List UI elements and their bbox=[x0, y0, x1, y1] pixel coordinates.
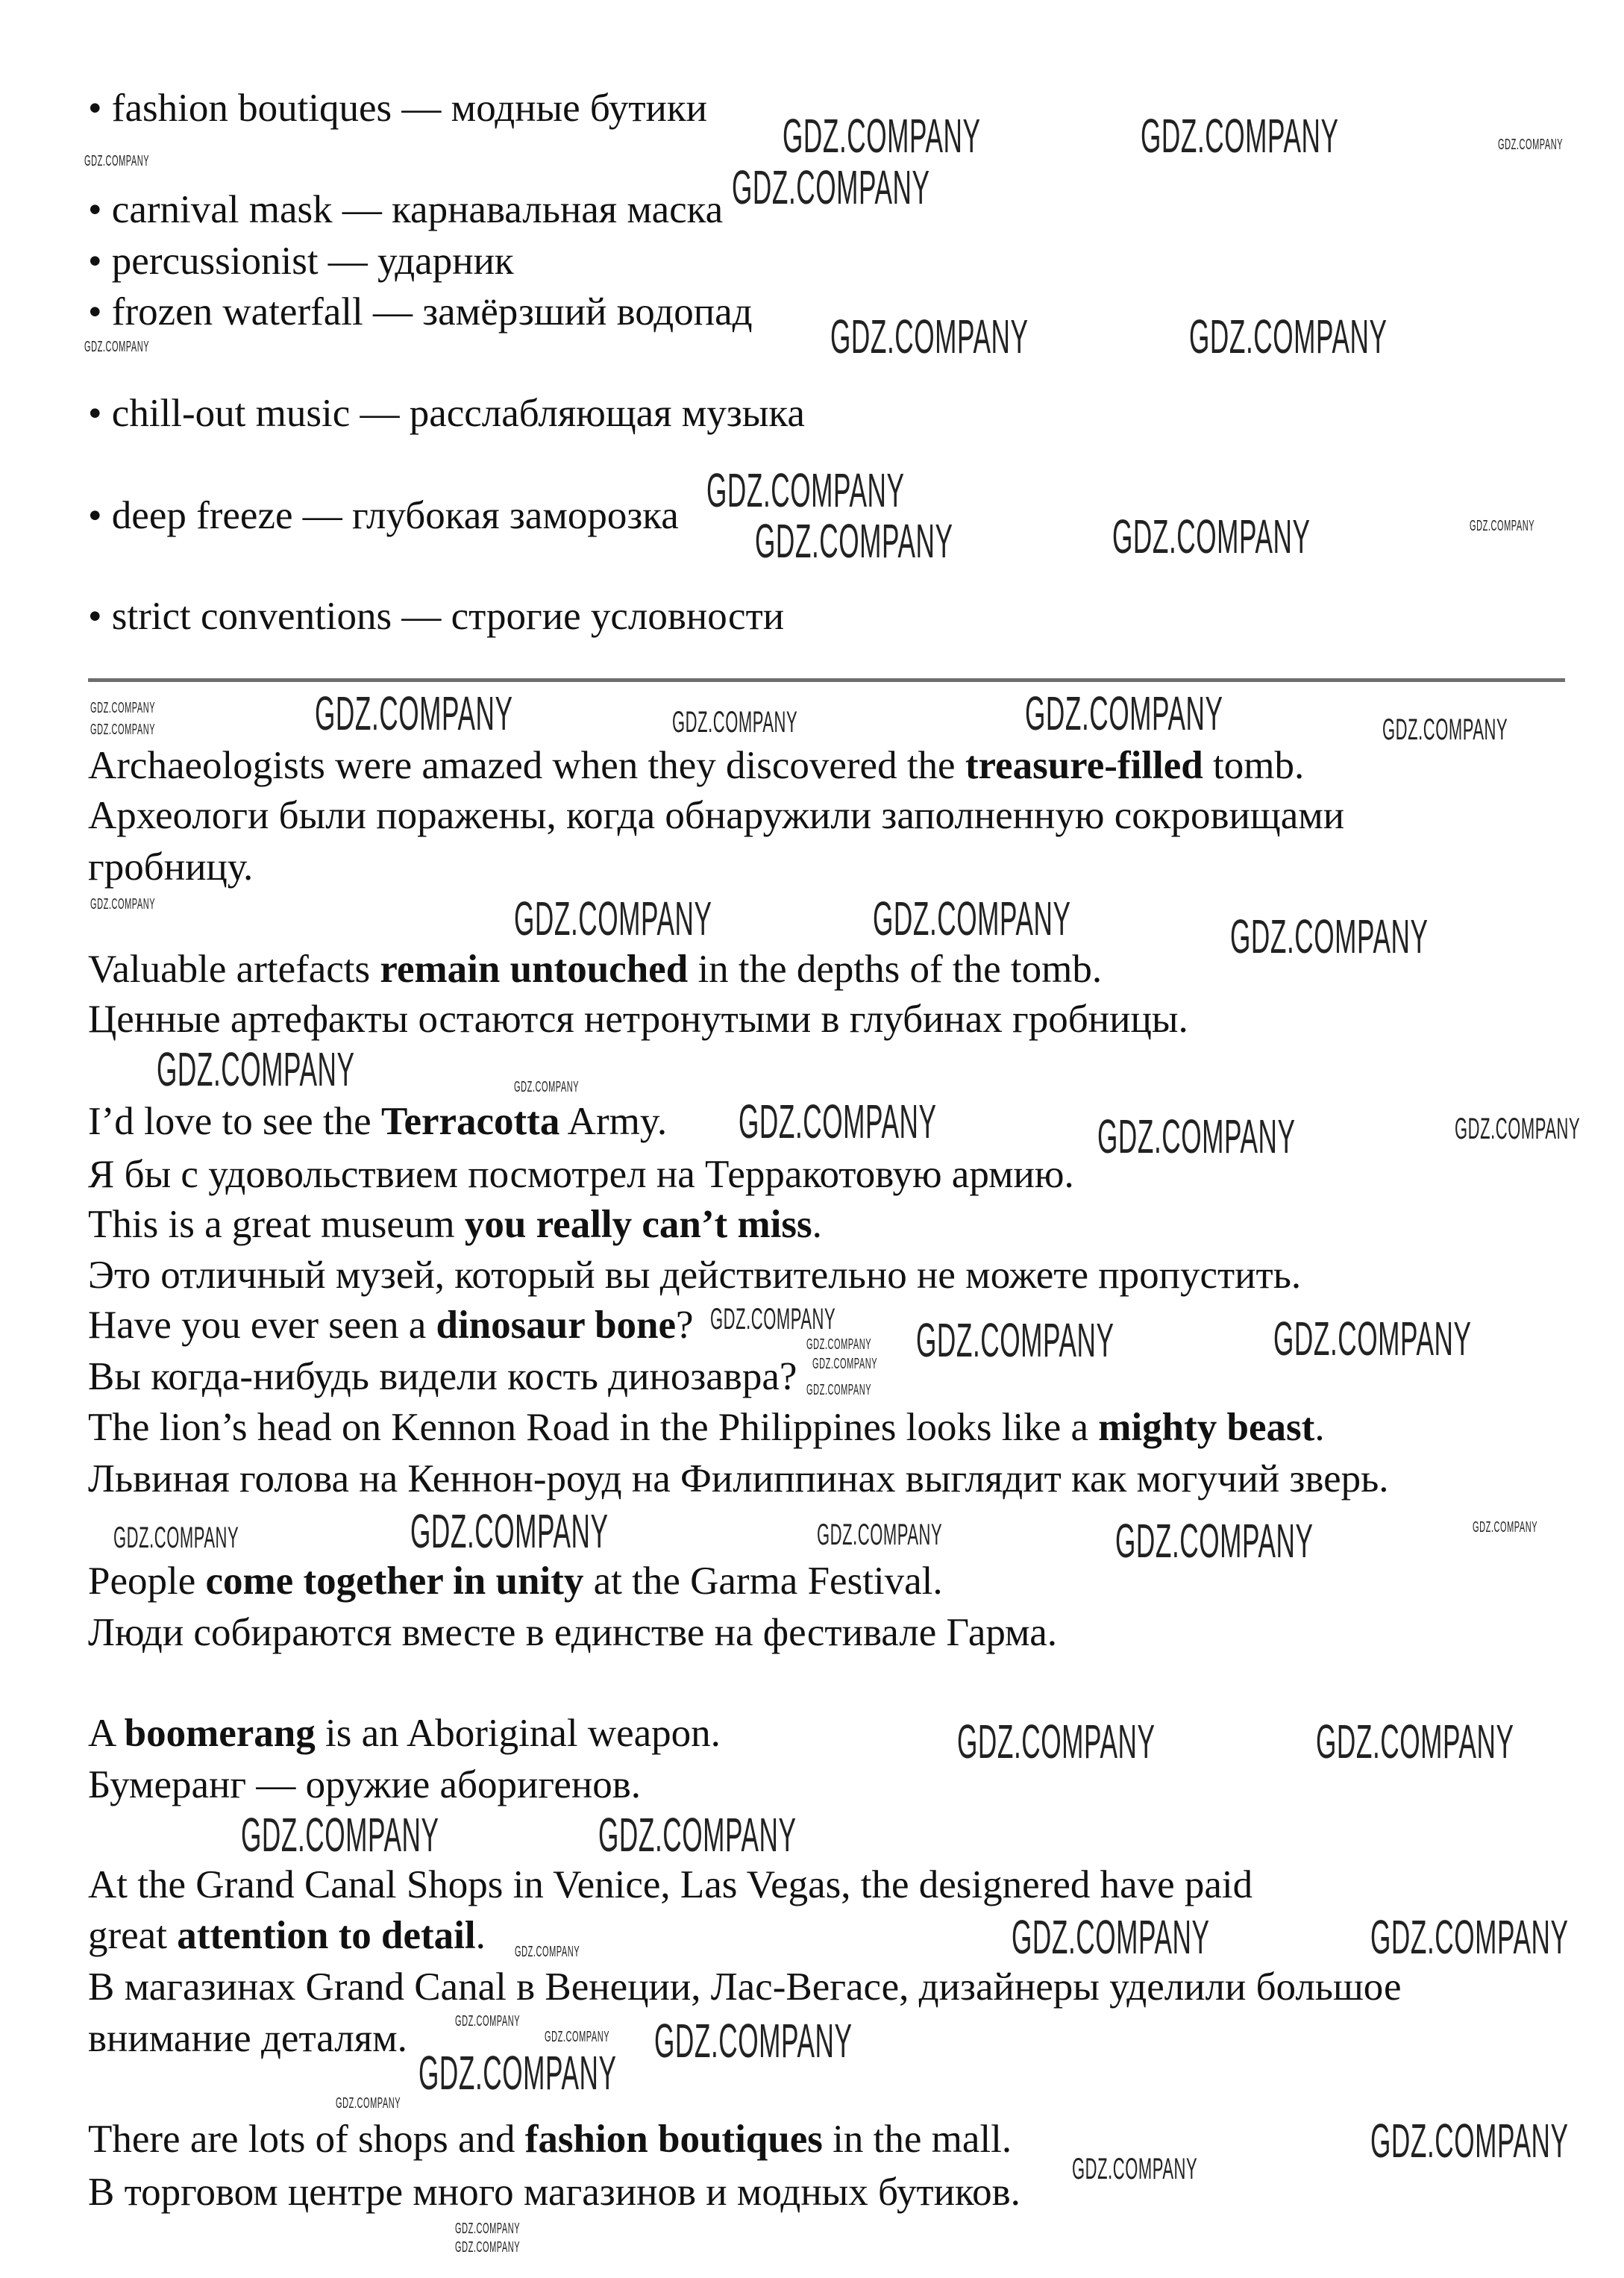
highlighted-phrase: attention to detail bbox=[177, 1913, 476, 1957]
watermark: GDZ.COMPANY bbox=[418, 2045, 617, 2100]
watermark: GDZ.COMPANY bbox=[654, 2013, 853, 2068]
watermark: GDZ.COMPANY bbox=[873, 892, 1071, 946]
watermark: GDZ.COMPANY bbox=[314, 686, 513, 741]
text-segment: Бумеранг — оружие аборигенов. bbox=[88, 1762, 642, 1806]
sentence-line bbox=[88, 1557, 943, 1605]
watermark: GDZ.COMPANY bbox=[806, 1336, 871, 1354]
watermark: GDZ.COMPANY bbox=[816, 1518, 943, 1552]
text-segment: at the Garma Festival. bbox=[583, 1559, 943, 1603]
sentence-line bbox=[88, 1098, 667, 1145]
text-segment: in the depths of the tomb. bbox=[688, 947, 1103, 991]
watermark: GDZ.COMPANY bbox=[710, 1303, 836, 1336]
watermark: GDZ.COMPANY bbox=[806, 1382, 871, 1398]
text-segment: ? bbox=[676, 1304, 694, 1348]
sentence-line bbox=[88, 2015, 407, 2062]
vocabulary-item: • chill-out music — расслабляющая музыка bbox=[88, 392, 805, 436]
watermark: GDZ.COMPANY bbox=[454, 2220, 520, 2237]
text-segment: great bbox=[88, 1913, 178, 1957]
sentence-line bbox=[88, 1761, 641, 1809]
sentence-line bbox=[88, 1861, 1253, 1909]
highlighted-phrase: you really can’t miss bbox=[464, 1203, 812, 1247]
text-segment: is an Aboriginal weapon. bbox=[315, 1711, 721, 1755]
watermark: GDZ.COMPANY bbox=[90, 700, 155, 717]
highlighted-phrase: dinosaur bone bbox=[436, 1304, 677, 1348]
text-segment: В магазинах Grand Canal в Венеции, Лас-Вегасе, дизайнеры уделили большое bbox=[88, 1965, 1402, 2009]
sentence-line bbox=[88, 1404, 1325, 1451]
watermark: GDZ.COMPANY bbox=[812, 1356, 878, 1373]
watermark: GDZ.COMPANY bbox=[1097, 1109, 1296, 1163]
highlighted-phrase: remain untouched bbox=[380, 947, 689, 991]
sentence-line bbox=[88, 945, 1102, 993]
text-segment: A bbox=[88, 1711, 125, 1755]
text-segment: This is a great museum bbox=[88, 1203, 465, 1247]
text-segment: Львиная голова на Кеннон-роуд на Филиппинах выглядит как могучий зверь. bbox=[88, 1456, 1389, 1501]
sentence-line bbox=[88, 1201, 822, 1248]
watermark: GDZ.COMPANY bbox=[335, 2095, 401, 2112]
watermark: GDZ.COMPANY bbox=[1112, 509, 1311, 563]
sentence-line bbox=[88, 2115, 1012, 2163]
highlighted-phrase: come together in unity bbox=[205, 1559, 584, 1603]
text-segment: . bbox=[475, 1913, 486, 1957]
text-segment: Valuable artefacts bbox=[88, 947, 380, 991]
watermark: GDZ.COMPANY bbox=[957, 1715, 1156, 1769]
sentence-line bbox=[88, 1963, 1401, 2011]
watermark: GDZ.COMPANY bbox=[454, 2012, 520, 2030]
text-segment: At the Grand Canal Shops in Venice, Las Vegas, the designered have paid bbox=[88, 1863, 1253, 1907]
sentence-line bbox=[88, 1455, 1389, 1503]
watermark: GDZ.COMPANY bbox=[1382, 713, 1508, 747]
watermark: GDZ.COMPANY bbox=[1316, 1715, 1514, 1769]
watermark: GDZ.COMPANY bbox=[1370, 2114, 1569, 2168]
watermark: GDZ.COMPANY bbox=[84, 152, 149, 169]
watermark: GDZ.COMPANY bbox=[1273, 1311, 1472, 1365]
watermark: GDZ.COMPANY bbox=[706, 463, 905, 518]
sentence-line bbox=[88, 792, 1344, 839]
watermark: GDZ.COMPANY bbox=[1470, 517, 1535, 534]
watermark: GDZ.COMPANY bbox=[514, 1078, 580, 1095]
highlighted-phrase: mighty beast bbox=[1098, 1405, 1315, 1449]
text-segment: People bbox=[88, 1559, 206, 1603]
divider bbox=[88, 678, 1565, 682]
text-segment: Вы когда-нибудь видели кость динозавра? bbox=[88, 1355, 797, 1399]
watermark: GDZ.COMPANY bbox=[90, 895, 155, 913]
watermark: GDZ.COMPANY bbox=[544, 2028, 609, 2045]
watermark: GDZ.COMPANY bbox=[915, 1312, 1114, 1367]
vocabulary-item: • strict conventions — строгие условности bbox=[88, 594, 785, 638]
sentence-line bbox=[88, 1709, 721, 1757]
text-segment: The lion’s head on Kennon Road in the Philippines looks like a bbox=[88, 1405, 1099, 1449]
vocabulary-item: • carnival mask — карнавальная маска bbox=[88, 188, 724, 232]
watermark: GDZ.COMPANY bbox=[410, 1503, 609, 1558]
text-segment: внимание деталям. bbox=[88, 2017, 407, 2061]
sentence-line bbox=[88, 843, 253, 891]
sentence-line bbox=[88, 742, 1304, 789]
text-segment: . bbox=[812, 1203, 822, 1247]
sentence-line bbox=[88, 1301, 694, 1349]
watermark: GDZ.COMPANY bbox=[1188, 310, 1388, 364]
sentence-line bbox=[88, 1609, 1057, 1656]
watermark: GDZ.COMPANY bbox=[240, 1808, 439, 1862]
watermark: GDZ.COMPANY bbox=[1025, 686, 1223, 741]
sentence-line bbox=[88, 1353, 797, 1401]
text-segment: There are lots of shops and bbox=[88, 2118, 525, 2162]
sentence-line bbox=[88, 995, 1188, 1043]
text-segment: Археологи были поражены, когда обнаружили заполненную сокровищами bbox=[88, 793, 1345, 837]
watermark: GDZ.COMPANY bbox=[1140, 109, 1339, 163]
text-segment: Have you ever seen a bbox=[88, 1304, 436, 1348]
watermark: GDZ.COMPANY bbox=[671, 706, 798, 739]
watermark: GDZ.COMPANY bbox=[1072, 2152, 1198, 2185]
watermark: GDZ.COMPANY bbox=[84, 338, 149, 355]
sentence-line bbox=[88, 1151, 1074, 1198]
watermark: GDZ.COMPANY bbox=[1230, 910, 1429, 964]
text-segment: in the mall. bbox=[822, 2118, 1012, 2162]
vocabulary-item: • percussionist — ударник bbox=[88, 240, 514, 284]
watermark: GDZ.COMPANY bbox=[598, 1808, 797, 1862]
sentence-line bbox=[88, 1912, 486, 1959]
watermark: GDZ.COMPANY bbox=[732, 160, 930, 215]
text-segment: . bbox=[1314, 1405, 1325, 1449]
watermark: GDZ.COMPANY bbox=[90, 722, 155, 739]
highlighted-phrase: treasure-filled bbox=[965, 743, 1203, 787]
watermark: GDZ.COMPANY bbox=[1370, 1909, 1569, 1964]
vocabulary-item: • deep freeze — глубокая заморозка bbox=[88, 494, 679, 537]
watermark: GDZ.COMPANY bbox=[830, 310, 1029, 364]
sentence-line bbox=[88, 2168, 1021, 2216]
text-segment: tomb. bbox=[1203, 743, 1305, 787]
text-segment: Я бы с удовольствием посмотрел на Терракотовую армию. bbox=[88, 1153, 1074, 1197]
watermark: GDZ.COMPANY bbox=[1473, 1519, 1538, 1536]
watermark: GDZ.COMPANY bbox=[514, 892, 712, 946]
watermark: GDZ.COMPANY bbox=[1455, 1112, 1581, 1145]
text-segment: гробницу. bbox=[88, 845, 254, 889]
vocabulary-item: • frozen waterfall — замёрзший водопад bbox=[88, 290, 753, 334]
highlighted-phrase: boomerang bbox=[124, 1711, 316, 1755]
watermark: GDZ.COMPANY bbox=[739, 1094, 937, 1148]
highlighted-phrase: fashion boutiques bbox=[524, 2118, 823, 2162]
watermark: GDZ.COMPANY bbox=[1497, 137, 1563, 154]
watermark: GDZ.COMPANY bbox=[1114, 1514, 1314, 1568]
watermark: GDZ.COMPANY bbox=[1012, 1909, 1210, 1964]
text-segment: Это отличный музей, который вы действительно не можете пропустить. bbox=[88, 1253, 1302, 1297]
watermark: GDZ.COMPANY bbox=[754, 513, 953, 568]
text-segment: Ценные артефакты остаются нетронутыми в глубинах гробницы. bbox=[88, 998, 1188, 1042]
text-segment: Люди собираются вместе в единстве на фестивале Гарма. bbox=[88, 1610, 1057, 1654]
vocabulary-item: • fashion boutiques — модные бутики bbox=[88, 86, 707, 130]
text-segment: В торговом центре много магазинов и модных бутиков. bbox=[88, 2171, 1021, 2215]
watermark: GDZ.COMPANY bbox=[113, 1521, 239, 1554]
text-segment: Army. bbox=[559, 1099, 668, 1143]
highlighted-phrase: Terracotta bbox=[380, 1099, 560, 1143]
watermark: GDZ.COMPANY bbox=[454, 2239, 520, 2256]
watermark: GDZ.COMPANY bbox=[514, 1944, 580, 1961]
watermark: GDZ.COMPANY bbox=[783, 109, 981, 163]
watermark: GDZ.COMPANY bbox=[156, 1042, 355, 1097]
text-segment: Archaeologists were amazed when they discovered the bbox=[88, 743, 965, 787]
sentence-line bbox=[88, 1251, 1301, 1299]
text-segment: I’d love to see the bbox=[88, 1099, 381, 1143]
